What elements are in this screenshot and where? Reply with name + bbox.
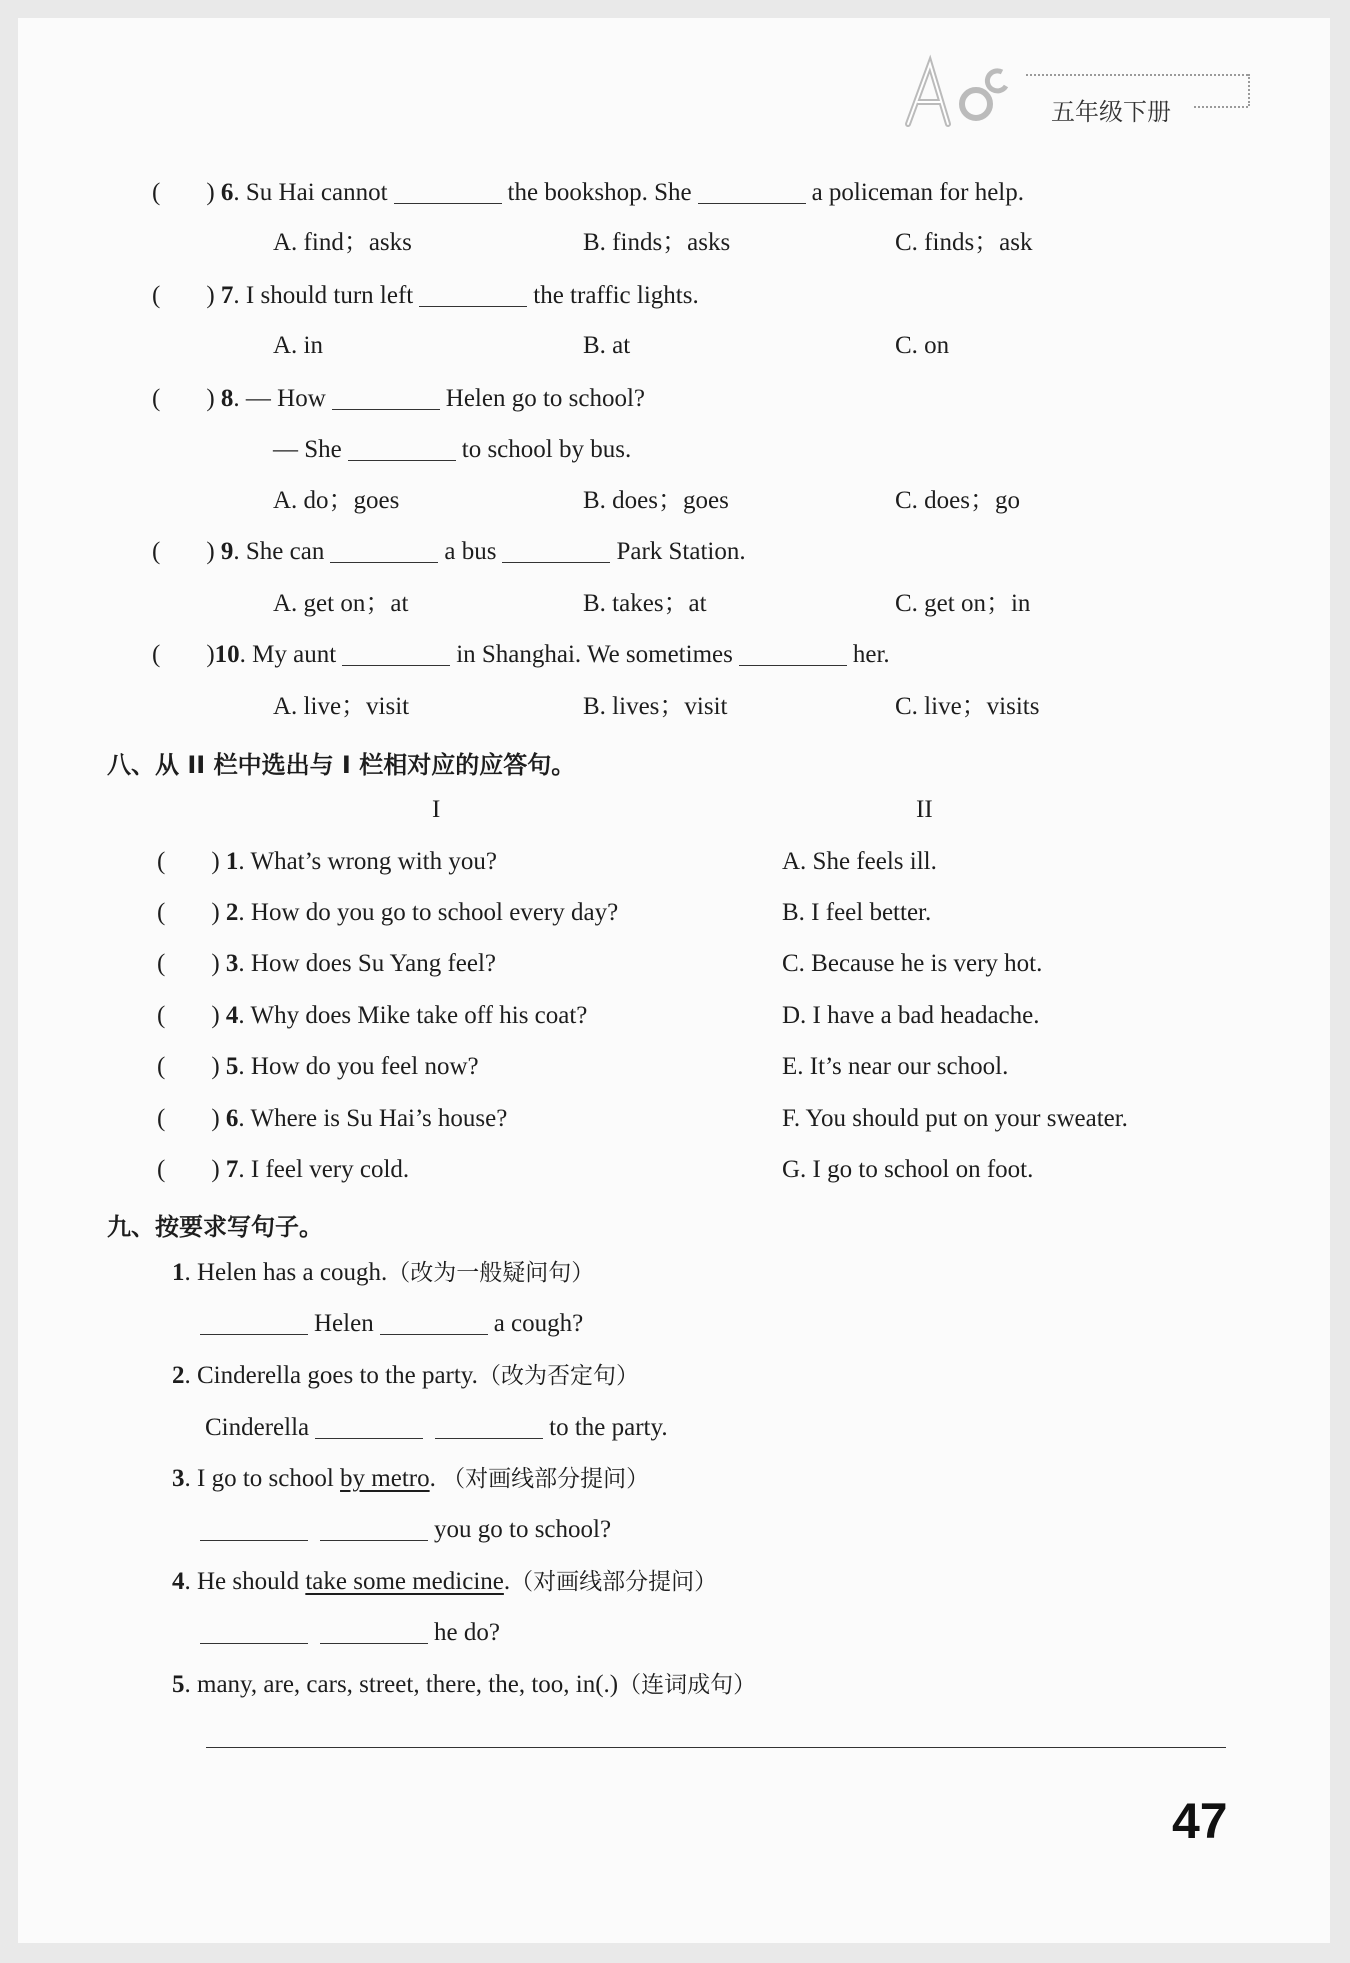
option-b: B. takes；at	[583, 590, 707, 617]
option-b: B. lives；visit	[583, 693, 728, 720]
option-c: C. finds；ask	[895, 229, 1033, 256]
fill-blank[interactable]	[348, 438, 456, 461]
mc-question-7: ( ) 7. I should turn left the traffic lights.	[152, 282, 699, 309]
option-b: B. finds；asks	[583, 229, 731, 256]
match-row: ( ) 4. Why does Mike take off his coat?	[157, 1002, 588, 1029]
match-row: ( ) 2. How do you go to school every day?	[157, 899, 619, 926]
option-a: A. do；goes	[273, 487, 400, 514]
option-b: B. at	[583, 332, 631, 359]
match-row: ( ) 5. How do you feel now?	[157, 1053, 479, 1080]
fill-blank[interactable]	[394, 181, 502, 204]
fill-blank[interactable]	[320, 1621, 428, 1644]
fill-blank[interactable]	[200, 1312, 308, 1335]
fill-blank[interactable]	[200, 1518, 308, 1541]
match-answer: A. She feels ill.	[782, 848, 937, 875]
mc-question-10: ( )10. My aunt in Shanghai. We sometimes her.	[152, 641, 890, 668]
abc-logo-icon	[888, 54, 1028, 134]
answer-line[interactable]	[206, 1747, 1226, 1748]
option-b: B. does；goes	[583, 487, 729, 514]
fill-blank[interactable]	[200, 1621, 308, 1644]
column-ii-header: II	[916, 796, 933, 823]
fill-blank[interactable]	[419, 284, 527, 307]
section-9-title: 九、按要求写句子。	[107, 1213, 323, 1241]
mc-question-8-line2: — She to school by bus.	[273, 436, 632, 463]
option-c: C. live；visits	[895, 693, 1040, 720]
match-answer: B. I feel better.	[782, 899, 932, 926]
mc-question-8: ( ) 8. — How Helen go to school?	[152, 385, 646, 412]
rewrite-item-3: 3. I go to school by metro. （对画线部分提问）	[172, 1465, 650, 1492]
option-a: A. live；visit	[273, 693, 410, 720]
rewrite-answer-4: he do?	[200, 1618, 500, 1648]
question-number: 9	[220, 538, 234, 565]
question-number: 7	[220, 282, 234, 309]
rewrite-item-1: 1. Helen has a cough.（改为一般疑问句）	[172, 1259, 595, 1286]
rewrite-item-2: 2. Cinderella goes to the party.（改为否定句）	[172, 1362, 639, 1389]
fill-blank[interactable]	[739, 643, 847, 666]
match-row: ( ) 6. Where is Su Hai’s house?	[157, 1105, 508, 1132]
rewrite-answer-1: Helen a cough?	[200, 1309, 583, 1339]
match-answer: G. I go to school on foot.	[782, 1156, 1034, 1183]
question-number: 8	[220, 385, 234, 412]
match-row: ( ) 7. I feel very cold.	[157, 1156, 410, 1183]
mc-question-6: ( ) 6. Su Hai cannot the bookshop. She a policeman for help.	[152, 179, 1024, 206]
fill-blank[interactable]	[315, 1416, 423, 1439]
fill-blank[interactable]	[502, 540, 610, 563]
match-answer: F. You should put on your sweater.	[782, 1105, 1128, 1132]
fill-blank[interactable]	[320, 1518, 428, 1541]
option-a: A. find；asks	[273, 229, 412, 256]
fill-blank[interactable]	[342, 643, 450, 666]
rewrite-answer-3: you go to school?	[200, 1515, 611, 1545]
section-8-title: 八、从 II 栏中选出与 I 栏相对应的应答句。	[107, 751, 576, 779]
match-answer: D. I have a bad headache.	[782, 1002, 1040, 1029]
fill-blank[interactable]	[698, 181, 806, 204]
fill-blank[interactable]	[380, 1312, 488, 1335]
rewrite-item-4: 4. He should take some medicine.（对画线部分提问）	[172, 1568, 718, 1595]
match-row: ( ) 1. What’s wrong with you?	[157, 848, 497, 875]
rewrite-answer-2: Cinderella to the party.	[205, 1414, 668, 1441]
column-i-header: I	[432, 796, 441, 823]
rewrite-item-5: 5. many, are, cars, street, there, the, too, in(.)（连词成句）	[172, 1671, 757, 1698]
option-a: A. in	[273, 332, 323, 359]
grade-label: 五年级下册	[1051, 98, 1171, 126]
fill-blank[interactable]	[332, 387, 440, 410]
option-c: C. does；go	[895, 487, 1021, 514]
header-dotted-side	[1248, 74, 1250, 106]
match-answer: C. Because he is very hot.	[782, 950, 1043, 977]
fill-blank[interactable]	[330, 540, 438, 563]
mc-question-9: ( ) 9. She can a bus Park Station.	[152, 538, 746, 565]
question-number: 6	[220, 179, 234, 206]
question-number: 10	[214, 641, 240, 668]
match-row: ( ) 3. How does Su Yang feel?	[157, 950, 497, 977]
option-a: A. get on；at	[273, 590, 409, 617]
fill-blank[interactable]	[435, 1416, 543, 1439]
match-answer: E. It’s near our school.	[782, 1053, 1009, 1080]
option-c: C. get on；in	[895, 590, 1031, 617]
header-dotted-rule-bottom	[1194, 106, 1248, 108]
page-number: 47	[1172, 1793, 1228, 1849]
option-c: C. on	[895, 332, 950, 359]
header-dotted-rule	[1026, 74, 1248, 76]
